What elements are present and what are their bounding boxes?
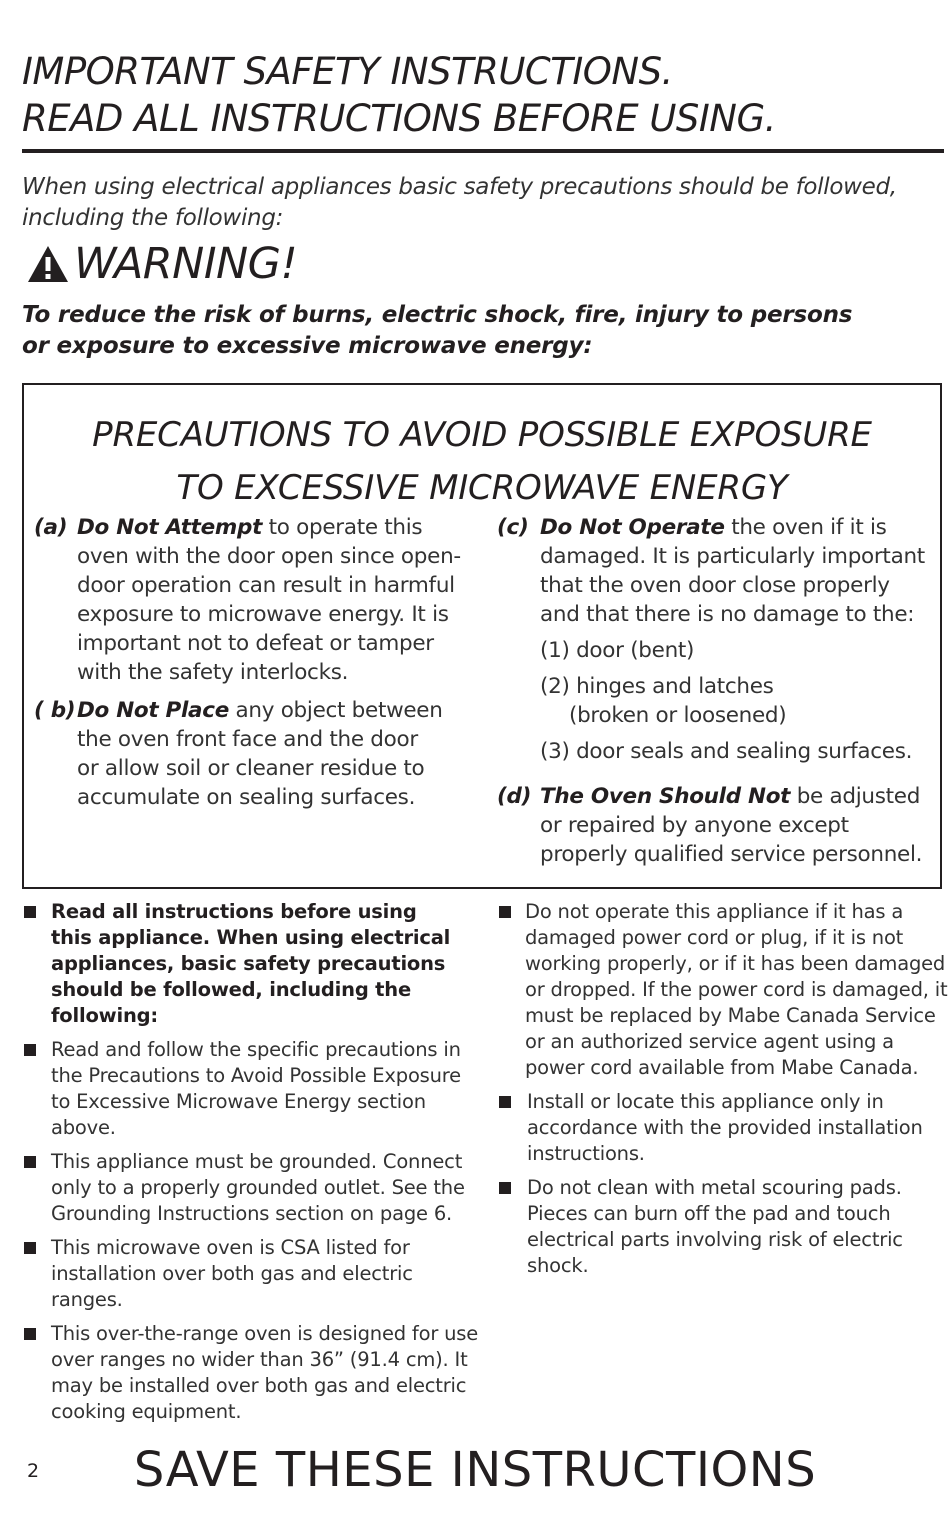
bullet-right-2-line-0: Install or locate this appliance only in [527, 1090, 884, 1113]
precaution-tag-b: ( b) [34, 698, 76, 723]
precaution-lead-d: The Oven Should Not [540, 784, 791, 809]
bullet-square-icon [24, 1156, 36, 1168]
precaution-text-a-3: exposure to microwave energy. It is [77, 602, 449, 627]
precautions-title-line-1: PRECAUTIONS TO AVOID POSSIBLE EXPOSURE [92, 415, 872, 455]
bullet-square-icon [499, 906, 511, 918]
precaution-text-c-1: damaged. It is particularly important [540, 544, 925, 569]
bullet-square-icon [499, 1096, 511, 1108]
precaution-tag-c: (c) [497, 515, 529, 540]
bullet-right-2-line-2: instructions. [527, 1142, 645, 1165]
bullet-right-1-line-6: power cord available from Mabe Canada. [525, 1056, 919, 1079]
risk-line-2: or exposure to excessive microwave energy: [22, 333, 593, 359]
save-instructions-footer: SAVE THESE INSTRUCTIONS [133, 1442, 817, 1498]
bullet-left-4-line-0: This microwave oven is CSA listed for [51, 1236, 410, 1259]
bullet-square-icon [24, 906, 36, 918]
bullet-left-5-line-1: over ranges no wider than 36” (91.4 cm). It [51, 1348, 468, 1371]
precaution-lead-a: Do Not Attempt [77, 515, 263, 540]
bullet-left-1-line-1: this appliance. When using electrical [51, 926, 451, 949]
page-number: 2 [27, 1460, 40, 1482]
precaution-text-d-1: or repaired by anyone except [540, 813, 849, 838]
bullet-left-3-line-2: Grounding Instructions section on page 6. [51, 1202, 453, 1225]
warning-triangle-icon [26, 244, 70, 284]
precaution-text-b-3: accumulate on sealing surfaces. [77, 785, 416, 810]
header-rule [22, 149, 944, 153]
bullet-left-4-line-2: ranges. [51, 1288, 123, 1311]
precaution-subitem-3: (3) door seals and sealing surfaces. [540, 739, 913, 764]
bullet-square-icon [24, 1044, 36, 1056]
warning-heading [26, 236, 297, 292]
bullet-square-icon [24, 1242, 36, 1254]
header-line-2: READ ALL INSTRUCTIONS BEFORE USING. [22, 97, 776, 140]
bullet-left-1-line-3: should be followed, including the [51, 978, 412, 1001]
bullet-right-1-line-2: working properly, or if it has been damaged [525, 952, 946, 975]
precaution-text-c-0: the oven if it is [724, 515, 887, 540]
intro-text: When using electrical appliances basic safety precautions should be followed, including the following: [22, 174, 897, 231]
bullet-left-2-line-2: to Excessive Microwave Energy section [51, 1090, 426, 1113]
bullet-left-2-line-1: the Precautions to Avoid Possible Exposure [51, 1064, 461, 1087]
precaution-text-d-2: properly qualified service personnel. [540, 842, 923, 867]
precaution-text-b-1: the oven front face and the door [77, 727, 418, 752]
bullet-left-5-line-3: cooking equipment. [51, 1400, 242, 1423]
bullet-left-3-line-0: This appliance must be grounded. Connect [51, 1150, 463, 1173]
precaution-text-c-2: that the oven door close properly [540, 573, 890, 598]
precaution-text-a-1: oven with the door open since open- [77, 544, 461, 569]
bullet-right-3-line-2: electrical parts involving risk of electric [527, 1228, 903, 1251]
precaution-text-a-0: to operate this [262, 515, 423, 540]
precaution-text-a-2: door operation can result in harmful [77, 573, 455, 598]
precaution-text-b-2: or allow soil or cleaner residue to [77, 756, 425, 781]
precaution-subitem-2: (2) hinges and latches [540, 674, 774, 699]
bullet-right-3-line-0: Do not clean with metal scouring pads. [527, 1176, 902, 1199]
bullet-square-icon [24, 1328, 36, 1340]
header-line-1: IMPORTANT SAFETY INSTRUCTIONS. [22, 50, 673, 93]
bullet-left-1-line-4: following: [51, 1004, 158, 1027]
precautions-title-line-2: TO EXCESSIVE MICROWAVE ENERGY [176, 468, 788, 508]
bullet-right-1-line-4: must be replaced by Mabe Canada Service [525, 1004, 936, 1027]
precaution-lead-c: Do Not Operate [540, 515, 725, 540]
page-header [22, 48, 922, 142]
bullet-left-5-line-2: may be installed over both gas and electric [51, 1374, 467, 1397]
bullet-left-2-line-0: Read and follow the specific precautions in [51, 1038, 461, 1061]
precautions-title [24, 409, 940, 515]
precautions-box [22, 383, 942, 889]
precaution-subitem-1: (1) door (bent) [540, 638, 695, 663]
bullet-left-5-line-0: This over-the-range oven is designed for use [51, 1322, 479, 1345]
bullet-left-1-line-2: appliances, basic safety precautions [51, 952, 446, 975]
bullet-square-icon [499, 1182, 511, 1194]
bullet-right-3-line-1: Pieces can burn off the pad and touch [527, 1202, 891, 1225]
precaution-tag-a: (a) [34, 515, 68, 540]
risk-line-1: To reduce the risk of burns, electric shock, fire, injury to persons [22, 302, 853, 328]
bullet-left-1-line-0: Read all instructions before using [51, 900, 417, 923]
precaution-text-a-4: important not to defeat or tamper [77, 631, 434, 656]
bullet-left-4-line-1: installation over both gas and electric [51, 1262, 413, 1285]
bullet-left-2-line-3: above. [51, 1116, 116, 1139]
precaution-lead-b: Do Not Place [77, 698, 229, 723]
bullet-right-1-line-3: or dropped. If the power cord is damaged, it [525, 978, 948, 1001]
precaution-text-b-0: any object between [229, 698, 443, 723]
bullet-right-2-line-1: accordance with the provided installation [527, 1116, 923, 1139]
bullet-right-3-line-3: shock. [527, 1254, 589, 1277]
precaution-subitem-2-detail: (broken or loosened) [569, 703, 787, 728]
precaution-text-d-0: be adjusted [790, 784, 921, 809]
warning-label: WARNING! [74, 239, 298, 289]
precaution-text-a-5: with the safety interlocks. [77, 660, 349, 685]
bullet-left-3-line-1: only to a properly grounded outlet. See the [51, 1176, 465, 1199]
risk-statement [22, 300, 922, 362]
bullet-right-1-line-5: or an authorized service agent using a [525, 1030, 894, 1053]
bullet-right-1-line-0: Do not operate this appliance if it has a [525, 900, 904, 923]
precaution-tag-d: (d) [497, 784, 532, 809]
precaution-text-c-3: and that there is no damage to the: [540, 602, 915, 627]
bullet-right-1-line-1: damaged power cord or plug, if it is not [525, 926, 904, 949]
